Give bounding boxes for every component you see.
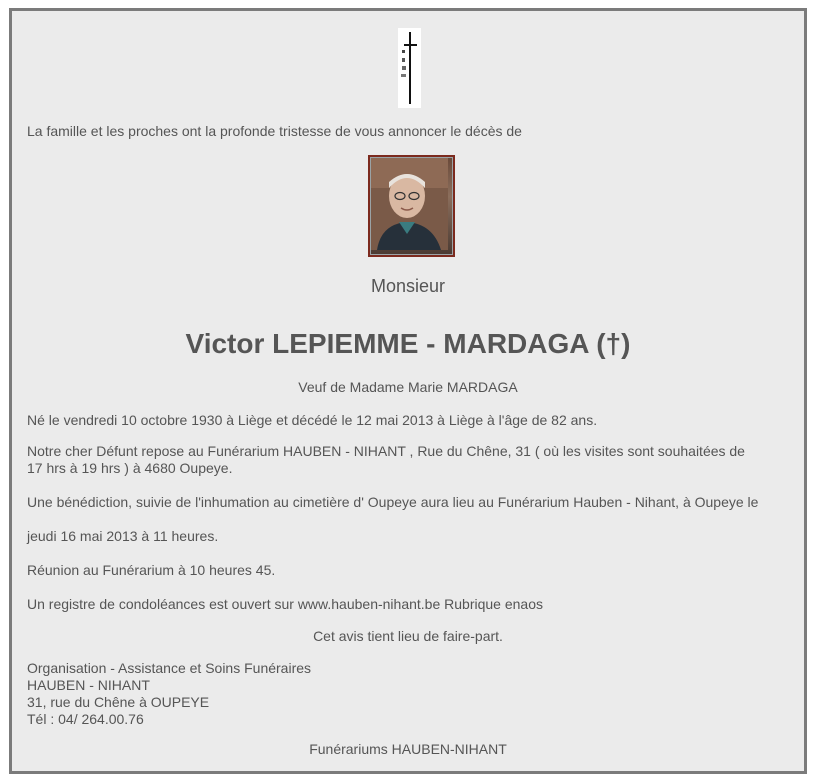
spouse-line: Veuf de Madame Marie MARDAGA — [298, 379, 518, 395]
honorific: Monsieur — [370, 276, 446, 296]
cross-icon — [398, 28, 421, 108]
footer-text: Funérariums HAUBEN-NIHANT — [309, 741, 507, 757]
rest-text-line-1: Notre cher Défunt repose au Funérarium HAUBEN - NIHANT , Rue du Chêne, 31 ( où les visites sont souhaitées de — [27, 443, 745, 459]
org-line-4: Tél : 04/ 264.00.76 — [27, 711, 144, 727]
ceremony-date: jeudi 16 mai 2013 à 11 heures. — [27, 528, 219, 544]
birth-death-text: Né le vendredi 10 octobre 1930 à Liège et décédé le 12 mai 2013 à Liège à l'âge de 82 ans. — [27, 412, 598, 428]
meeting-text: Réunion au Funérarium à 10 heures 45. — [27, 562, 276, 578]
org-line-2: HAUBEN - NIHANT — [27, 677, 150, 693]
blessing-text: Une bénédiction, suivie de l'inhumation au cimetière d' Oupeye aura lieu au Funérarium Hauben - Nihant, à Oupeye le — [27, 494, 759, 510]
notice-text: Cet avis tient lieu de faire-part. — [313, 628, 503, 644]
obituary-frame — [9, 8, 807, 774]
org-line-3: 31, rue du Chêne à OUPEYE — [27, 694, 210, 710]
portrait-photo — [368, 155, 455, 257]
intro-text: La famille et les proches ont la profonde tristesse de vous annoncer le décès de — [27, 123, 522, 139]
register-text: Un registre de condoléances est ouvert sur www.hauben-nihant.be Rubrique enaos — [27, 596, 543, 612]
org-line-1: Organisation - Assistance et Soins Funéraires — [27, 660, 312, 676]
rest-text-line-2: 17 hrs à 19 hrs ) à 4680 Oupeye. — [27, 460, 233, 476]
deceased-name: Victor LEPIEMME - MARDAGA (†) — [185, 328, 631, 359]
